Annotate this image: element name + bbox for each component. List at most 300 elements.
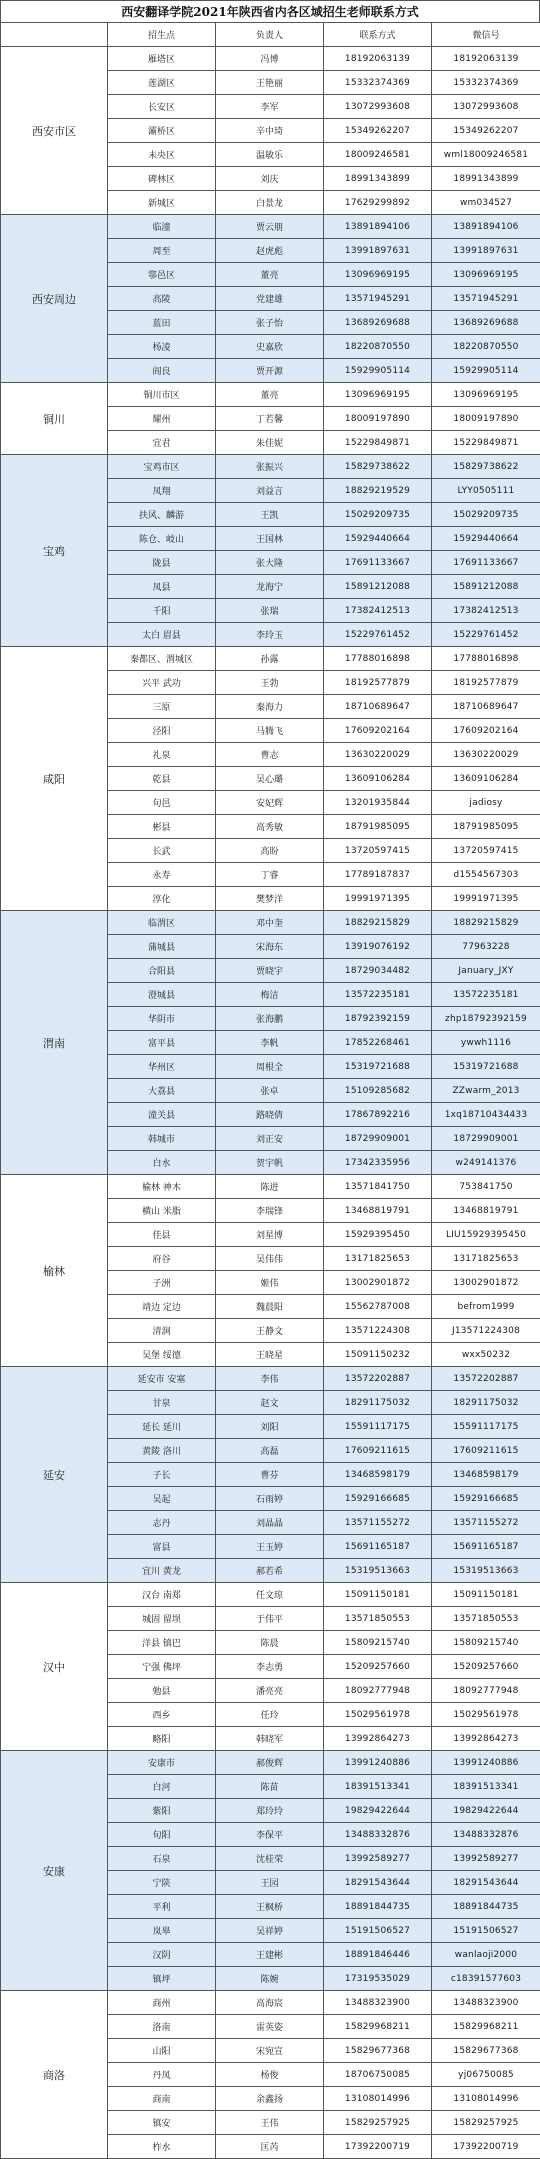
enrollment-point-cell: 勉县 <box>108 1679 216 1703</box>
wechat-cell: 17382412513 <box>432 599 540 623</box>
phone-cell: 15349262207 <box>324 119 432 143</box>
header-enrollment-point: 招生点 <box>108 23 216 47</box>
person-cell: 吴心璐 <box>216 767 324 791</box>
person-cell: 李帆 <box>216 1031 324 1055</box>
enrollment-point-cell: 宁陕 <box>108 1871 216 1895</box>
enrollment-point-cell: 富平县 <box>108 1031 216 1055</box>
phone-cell: 13571224308 <box>324 1319 432 1343</box>
enrollment-point-cell: 周至 <box>108 239 216 263</box>
enrollment-point-cell: 丹凤 <box>108 2063 216 2087</box>
enrollment-point-cell: 高陵 <box>108 287 216 311</box>
wechat-cell: LYY0505111 <box>432 479 540 503</box>
enrollment-point-cell: 阎良 <box>108 359 216 383</box>
person-cell: 贾开源 <box>216 359 324 383</box>
enrollment-point-cell: 兴平 武功 <box>108 671 216 695</box>
table-row <box>1 1751 540 1775</box>
enrollment-point-cell: 宜川 黄龙 <box>108 1559 216 1583</box>
enrollment-point-cell: 乾县 <box>108 767 216 791</box>
region-cell: 榆林 <box>1 1175 108 1367</box>
enrollment-point-cell: 镇安 <box>108 2111 216 2135</box>
wechat-cell: 17691133667 <box>432 551 540 575</box>
wechat-cell: zhp18792392159 <box>432 1007 540 1031</box>
phone-cell: 17319535029 <box>324 1967 432 1991</box>
person-cell: 周根全 <box>216 1055 324 1079</box>
wechat-cell: 13096969195 <box>432 383 540 407</box>
person-cell: 丁睿 <box>216 863 324 887</box>
wechat-cell: 13571155272 <box>432 1511 540 1535</box>
phone-cell: 13002901872 <box>324 1271 432 1295</box>
person-cell: 贺宇帆 <box>216 1151 324 1175</box>
wechat-cell: 13992589277 <box>432 1847 540 1871</box>
wechat-cell: ZZwarm_2013 <box>432 1079 540 1103</box>
table-row <box>1 383 540 407</box>
person-cell: 王园 <box>216 1871 324 1895</box>
phone-cell: 13571841750 <box>324 1175 432 1199</box>
wechat-cell: befrom1999 <box>432 1295 540 1319</box>
wechat-cell: 15829677368 <box>432 2039 540 2063</box>
wechat-cell: 15029561978 <box>432 1703 540 1727</box>
wechat-cell: 18391513341 <box>432 1775 540 1799</box>
person-cell: 刘正安 <box>216 1127 324 1151</box>
enrollment-point-cell: 华阴市 <box>108 1007 216 1031</box>
wechat-cell: 13572235181 <box>432 983 540 1007</box>
phone-cell: 18829219529 <box>324 479 432 503</box>
phone-cell: 17867892216 <box>324 1103 432 1127</box>
person-cell: 曹志 <box>216 743 324 767</box>
person-cell: 冯博 <box>216 47 324 71</box>
wechat-cell: 18729909001 <box>432 1127 540 1151</box>
table-row <box>1 455 540 479</box>
phone-cell: 18729034482 <box>324 959 432 983</box>
wechat-cell: 13992864273 <box>432 1727 540 1751</box>
wechat-cell: 18192577879 <box>432 671 540 695</box>
enrollment-point-cell: 扶风、麟游 <box>108 503 216 527</box>
phone-cell: 13468819791 <box>324 1199 432 1223</box>
phone-cell: 13468598179 <box>324 1463 432 1487</box>
wechat-cell: 18291543644 <box>432 1871 540 1895</box>
person-cell: 沈桂荣 <box>216 1847 324 1871</box>
enrollment-point-cell: 碑林区 <box>108 167 216 191</box>
enrollment-point-cell: 蓝田 <box>108 311 216 335</box>
wechat-cell: 15209257660 <box>432 1655 540 1679</box>
phone-cell: 15229849871 <box>324 431 432 455</box>
wechat-cell: 15229761452 <box>432 623 540 647</box>
enrollment-point-cell: 秦都区、渭城区 <box>108 647 216 671</box>
enrollment-point-cell: 旬邑 <box>108 791 216 815</box>
phone-cell: 17392200719 <box>324 2135 432 2159</box>
person-cell: 陈婉 <box>216 1967 324 1991</box>
phone-cell: 13571850553 <box>324 1607 432 1631</box>
wechat-cell: 753841750 <box>432 1175 540 1199</box>
wechat-cell: 13572202887 <box>432 1367 540 1391</box>
person-cell: 郝俊辉 <box>216 1751 324 1775</box>
wechat-cell: 15591117175 <box>432 1415 540 1439</box>
person-cell: 王晓星 <box>216 1343 324 1367</box>
person-cell: 张海鹏 <box>216 1007 324 1031</box>
phone-cell: 15229761452 <box>324 623 432 647</box>
header-row <box>1 23 540 47</box>
table-row <box>1 1583 540 1607</box>
table-row <box>1 911 540 935</box>
wechat-cell: 15829738622 <box>432 455 540 479</box>
phone-cell: 17382412513 <box>324 599 432 623</box>
enrollment-point-cell: 吴堡 绥德 <box>108 1343 216 1367</box>
enrollment-point-cell: 商州 <box>108 1991 216 2015</box>
header-region <box>1 23 108 47</box>
person-cell: 刘星博 <box>216 1223 324 1247</box>
person-cell: 王国林 <box>216 527 324 551</box>
phone-cell: 13572202887 <box>324 1367 432 1391</box>
person-cell: 吴伟伟 <box>216 1247 324 1271</box>
wechat-cell: 13689269688 <box>432 311 540 335</box>
enrollment-point-cell: 延安市 安塞 <box>108 1367 216 1391</box>
person-cell: 党建雄 <box>216 287 324 311</box>
phone-cell: 18192577879 <box>324 671 432 695</box>
wechat-cell: 13991240886 <box>432 1751 540 1775</box>
phone-cell: 17609202164 <box>324 719 432 743</box>
enrollment-point-cell: 西乡 <box>108 1703 216 1727</box>
wechat-cell: 1xq18710434433 <box>432 1103 540 1127</box>
person-cell: 陈进 <box>216 1175 324 1199</box>
region-cell: 宝鸡 <box>1 455 108 647</box>
wechat-cell: 15349262207 <box>432 119 540 143</box>
wechat-cell: wanlaoji2000 <box>432 1943 540 1967</box>
enrollment-point-cell: 宜君 <box>108 431 216 455</box>
person-cell: 贾晓宇 <box>216 959 324 983</box>
wechat-cell: d1554567303 <box>432 863 540 887</box>
person-cell: 贾云朋 <box>216 215 324 239</box>
phone-cell: 15829257925 <box>324 2111 432 2135</box>
person-cell: 张大隆 <box>216 551 324 575</box>
phone-cell: 13108014996 <box>324 2087 432 2111</box>
wechat-cell: 17788016898 <box>432 647 540 671</box>
table-row <box>1 47 540 71</box>
phone-cell: 17691133667 <box>324 551 432 575</box>
phone-cell: 15562787008 <box>324 1295 432 1319</box>
phone-cell: 13096969195 <box>324 263 432 287</box>
phone-cell: 15029561978 <box>324 1703 432 1727</box>
enrollment-point-cell: 略阳 <box>108 1727 216 1751</box>
enrollment-point-cell: 泾阳 <box>108 719 216 743</box>
person-cell: 张子怡 <box>216 311 324 335</box>
table-row <box>1 1367 540 1391</box>
enrollment-point-cell: 宁强 佛坪 <box>108 1655 216 1679</box>
wechat-cell: 13720597415 <box>432 839 540 863</box>
phone-cell: 15319513663 <box>324 1559 432 1583</box>
phone-cell: 15929395450 <box>324 1223 432 1247</box>
wechat-cell: 15319513663 <box>432 1559 540 1583</box>
person-cell: 郑玲玲 <box>216 1799 324 1823</box>
person-cell: 邓中奎 <box>216 911 324 935</box>
phone-cell: 13571945291 <box>324 287 432 311</box>
enrollment-point-cell: 杨凌 <box>108 335 216 359</box>
phone-cell: 15929905114 <box>324 359 432 383</box>
enrollment-point-cell: 汉台 南郑 <box>108 1583 216 1607</box>
wechat-cell: 17609202164 <box>432 719 540 743</box>
phone-cell: 18729909001 <box>324 1127 432 1151</box>
person-cell: 丁若馨 <box>216 407 324 431</box>
wechat-cell: 15929440664 <box>432 527 540 551</box>
phone-cell: 15809215740 <box>324 1631 432 1655</box>
table-row <box>1 215 540 239</box>
person-cell: 高磊 <box>216 1439 324 1463</box>
person-cell: 孙露 <box>216 647 324 671</box>
header-person-in-charge: 负责人 <box>216 23 324 47</box>
phone-cell: 13571155272 <box>324 1511 432 1535</box>
wechat-cell: 19991971395 <box>432 887 540 911</box>
wechat-cell: jadiosy <box>432 791 540 815</box>
enrollment-point-cell: 商南 <box>108 2087 216 2111</box>
enrollment-point-cell: 山阳 <box>108 2039 216 2063</box>
person-cell: 石雨婷 <box>216 1487 324 1511</box>
person-cell: 王枫桥 <box>216 1895 324 1919</box>
enrollment-point-cell: 礼泉 <box>108 743 216 767</box>
person-cell: 李瑞锋 <box>216 1199 324 1223</box>
enrollment-point-cell: 千阳 <box>108 599 216 623</box>
table-row <box>1 1991 540 2015</box>
wechat-cell: 15691165187 <box>432 1535 540 1559</box>
enrollment-point-cell: 府谷 <box>108 1247 216 1271</box>
phone-cell: 13689269688 <box>324 311 432 335</box>
phone-cell: 17852268461 <box>324 1031 432 1055</box>
phone-cell: 15829738622 <box>324 455 432 479</box>
wechat-cell: 15929905114 <box>432 359 540 383</box>
wechat-cell: 13171825653 <box>432 1247 540 1271</box>
wechat-cell: wml18009246581 <box>432 143 540 167</box>
enrollment-point-cell: 富县 <box>108 1535 216 1559</box>
wechat-cell: 15809215740 <box>432 1631 540 1655</box>
enrollment-point-cell: 陈仓、岐山 <box>108 527 216 551</box>
enrollment-point-cell: 石泉 <box>108 1847 216 1871</box>
phone-cell: 13488323900 <box>324 1991 432 2015</box>
wechat-cell: 13609106284 <box>432 767 540 791</box>
wechat-cell: 13488323900 <box>432 1991 540 2015</box>
person-cell: 刘庆 <box>216 167 324 191</box>
wechat-cell: 15829968211 <box>432 2015 540 2039</box>
person-cell: 陈晨 <box>216 1631 324 1655</box>
wechat-cell: ywwh1116 <box>432 1031 540 1055</box>
person-cell: 韩晓军 <box>216 1727 324 1751</box>
phone-cell: 18220870550 <box>324 335 432 359</box>
region-cell: 延安 <box>1 1367 108 1583</box>
table-body <box>1 47 540 2159</box>
person-cell: 朱佳妮 <box>216 431 324 455</box>
phone-cell: 15191506527 <box>324 1919 432 1943</box>
wechat-cell: 13991897631 <box>432 239 540 263</box>
wechat-cell: 13630220029 <box>432 743 540 767</box>
enrollment-point-cell: 华州区 <box>108 1055 216 1079</box>
wechat-cell: c18391577603 <box>432 1967 540 1991</box>
person-cell: 于伟平 <box>216 1607 324 1631</box>
header-wechat: 微信号 <box>432 23 540 47</box>
person-cell: 王勃 <box>216 671 324 695</box>
enrollment-point-cell: 洋县 镇巴 <box>108 1631 216 1655</box>
enrollment-point-cell: 子长 <box>108 1463 216 1487</box>
enrollment-point-cell: 凤县 <box>108 575 216 599</box>
phone-cell: 15891212088 <box>324 575 432 599</box>
phone-cell: 18391513341 <box>324 1775 432 1799</box>
person-cell: 刘晶晶 <box>216 1511 324 1535</box>
enrollment-point-cell: 铜川市区 <box>108 383 216 407</box>
person-cell: 吴祥婷 <box>216 1919 324 1943</box>
enrollment-point-cell: 洛南 <box>108 2015 216 2039</box>
phone-cell: 15691165187 <box>324 1535 432 1559</box>
enrollment-point-cell: 榆林 神木 <box>108 1175 216 1199</box>
enrollment-point-cell: 志丹 <box>108 1511 216 1535</box>
region-cell: 商洛 <box>1 1991 108 2159</box>
wechat-cell: 18092777948 <box>432 1679 540 1703</box>
phone-cell: 18829215829 <box>324 911 432 935</box>
wechat-cell: 13096969195 <box>432 263 540 287</box>
region-cell: 渭南 <box>1 911 108 1175</box>
enrollment-point-cell: 横山 米脂 <box>108 1199 216 1223</box>
person-cell: 董亮 <box>216 263 324 287</box>
person-cell: 刘阳 <box>216 1415 324 1439</box>
phone-cell: 15091150232 <box>324 1343 432 1367</box>
person-cell: 任玲 <box>216 1703 324 1727</box>
enrollment-point-cell: 长武 <box>108 839 216 863</box>
phone-cell: 13630220029 <box>324 743 432 767</box>
wechat-cell: wxx50232 <box>432 1343 540 1367</box>
person-cell: 王凯 <box>216 503 324 527</box>
wechat-cell: J13571224308 <box>432 1319 540 1343</box>
person-cell: 李伟 <box>216 1367 324 1391</box>
phone-cell: 13201935844 <box>324 791 432 815</box>
phone-cell: 17789187837 <box>324 863 432 887</box>
header-phone: 联系方式 <box>324 23 432 47</box>
enrollment-point-cell: 合阳县 <box>108 959 216 983</box>
phone-cell: 13992589277 <box>324 1847 432 1871</box>
person-cell: 高秀敏 <box>216 815 324 839</box>
person-cell: 赵文 <box>216 1391 324 1415</box>
person-cell: 曹芬 <box>216 1463 324 1487</box>
wechat-cell: January_JXY <box>432 959 540 983</box>
wechat-cell: w249141376 <box>432 1151 540 1175</box>
phone-cell: 18291543644 <box>324 1871 432 1895</box>
region-cell: 铜川 <box>1 383 108 455</box>
region-cell: 安康 <box>1 1751 108 1991</box>
wechat-cell: 18829215829 <box>432 911 540 935</box>
enrollment-point-cell: 子洲 <box>108 1271 216 1295</box>
phone-cell: 18791985095 <box>324 815 432 839</box>
phone-cell: 18891844735 <box>324 1895 432 1919</box>
enrollment-point-cell: 平利 <box>108 1895 216 1919</box>
phone-cell: 18009197890 <box>324 407 432 431</box>
phone-cell: 19829422644 <box>324 1799 432 1823</box>
enrollment-point-cell: 白河 <box>108 1775 216 1799</box>
person-cell: 宋宛宣 <box>216 2039 324 2063</box>
enrollment-point-cell: 长安区 <box>108 95 216 119</box>
wechat-cell: 15829257925 <box>432 2111 540 2135</box>
phone-cell: 15319721688 <box>324 1055 432 1079</box>
enrollment-point-cell: 镇坪 <box>108 1967 216 1991</box>
enrollment-point-cell: 汉阴 <box>108 1943 216 1967</box>
wechat-cell: yj06750085 <box>432 2063 540 2087</box>
enrollment-point-cell: 吴起 <box>108 1487 216 1511</box>
phone-cell: 13488332876 <box>324 1823 432 1847</box>
region-cell: 汉中 <box>1 1583 108 1751</box>
region-cell: 西安周边 <box>1 215 108 383</box>
person-cell: 潘亮亮 <box>216 1679 324 1703</box>
wechat-cell: 17392200719 <box>432 2135 540 2159</box>
person-cell: 余鑫扬 <box>216 2087 324 2111</box>
wechat-cell: 13571850553 <box>432 1607 540 1631</box>
wechat-cell: 13468598179 <box>432 1463 540 1487</box>
enrollment-point-cell: 雁塔区 <box>108 47 216 71</box>
person-cell: 史嘉欣 <box>216 335 324 359</box>
enrollment-point-cell: 蒲城县 <box>108 935 216 959</box>
person-cell: 白景龙 <box>216 191 324 215</box>
enrollment-point-cell: 清涧 <box>108 1319 216 1343</box>
person-cell: 温敏乐 <box>216 143 324 167</box>
person-cell: 张卓 <box>216 1079 324 1103</box>
person-cell: 董亮 <box>216 383 324 407</box>
enrollment-point-cell: 旬阳 <box>108 1823 216 1847</box>
enrollment-point-cell: 耀州 <box>108 407 216 431</box>
person-cell: 路晓倩 <box>216 1103 324 1127</box>
enrollment-point-cell: 柞水 <box>108 2135 216 2159</box>
enrollment-point-cell: 宝鸡市区 <box>108 455 216 479</box>
wechat-cell: 13468819791 <box>432 1199 540 1223</box>
phone-cell: 15091150181 <box>324 1583 432 1607</box>
phone-cell: 13171825653 <box>324 1247 432 1271</box>
phone-cell: 19991971395 <box>324 887 432 911</box>
phone-cell: 17788016898 <box>324 647 432 671</box>
person-cell: 高盼 <box>216 839 324 863</box>
enrollment-point-cell: 城固 留坝 <box>108 1607 216 1631</box>
person-cell: 任文琼 <box>216 1583 324 1607</box>
phone-cell: 15109285682 <box>324 1079 432 1103</box>
enrollment-point-cell: 三原 <box>108 695 216 719</box>
person-cell: 安妃辉 <box>216 791 324 815</box>
phone-cell: 18291175032 <box>324 1391 432 1415</box>
enrollment-point-cell: 临潼 <box>108 215 216 239</box>
person-cell: 张振兴 <box>216 455 324 479</box>
enrollment-point-cell: 淳化 <box>108 887 216 911</box>
person-cell: 雷英姿 <box>216 2015 324 2039</box>
phone-cell: 13572235181 <box>324 983 432 1007</box>
person-cell: 王艳丽 <box>216 71 324 95</box>
wechat-cell: 77963228 <box>432 935 540 959</box>
person-cell: 李军 <box>216 95 324 119</box>
wechat-cell: 15929166685 <box>432 1487 540 1511</box>
wechat-cell: LIU15929395450 <box>432 1223 540 1247</box>
wechat-cell: 15229849871 <box>432 431 540 455</box>
phone-cell: 18792392159 <box>324 1007 432 1031</box>
region-cell: 咸阳 <box>1 647 108 911</box>
enrollment-point-cell: 大荔县 <box>108 1079 216 1103</box>
person-cell: 王玉婷 <box>216 1535 324 1559</box>
enrollment-point-cell: 彬县 <box>108 815 216 839</box>
contact-table <box>0 22 540 2159</box>
person-cell: 陈苗 <box>216 1775 324 1799</box>
wechat-cell: 18710689647 <box>432 695 540 719</box>
enrollment-point-cell: 陇县 <box>108 551 216 575</box>
phone-cell: 15829968211 <box>324 2015 432 2039</box>
person-cell: 高海宸 <box>216 1991 324 2015</box>
wechat-cell: 13002901872 <box>432 1271 540 1295</box>
wechat-cell: 18291175032 <box>432 1391 540 1415</box>
phone-cell: 15591117175 <box>324 1415 432 1439</box>
phone-cell: 18710689647 <box>324 695 432 719</box>
enrollment-point-cell: 安康市 <box>108 1751 216 1775</box>
enrollment-point-cell: 莲湖区 <box>108 71 216 95</box>
enrollment-point-cell: 韩城市 <box>108 1127 216 1151</box>
phone-cell: 13891894106 <box>324 215 432 239</box>
person-cell: 马腾飞 <box>216 719 324 743</box>
enrollment-point-cell: 澄城县 <box>108 983 216 1007</box>
enrollment-point-cell: 黄陵 洛川 <box>108 1439 216 1463</box>
